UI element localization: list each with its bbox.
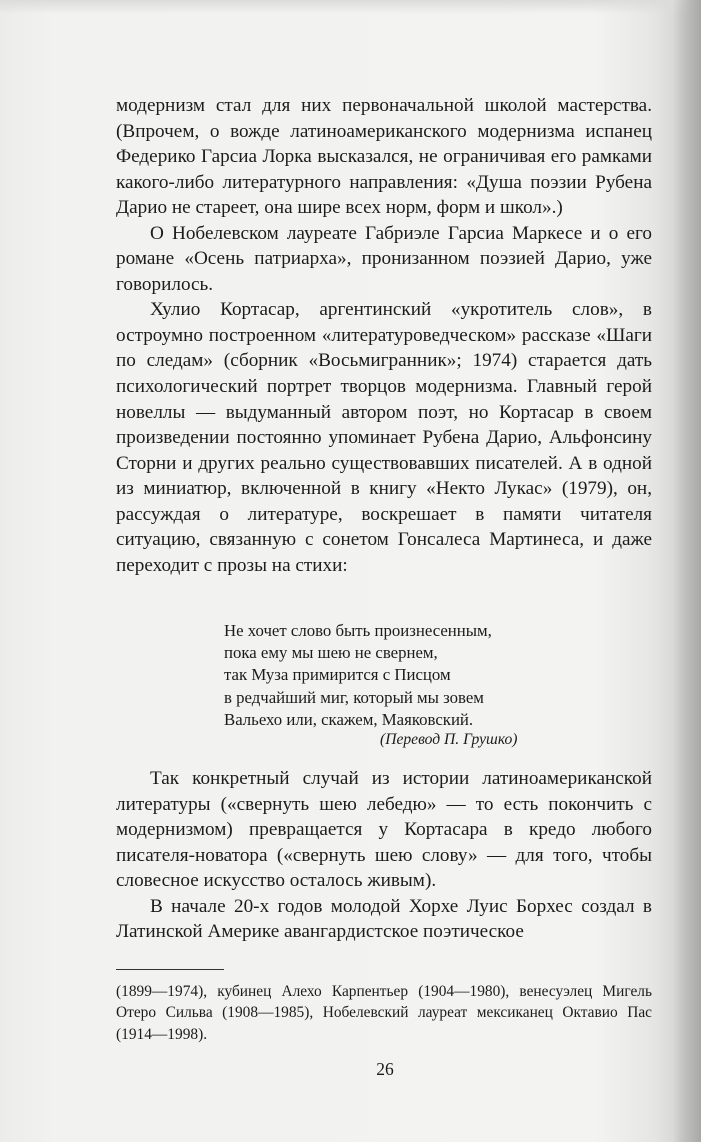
poem-block bbox=[224, 620, 644, 731]
main-text-block bbox=[116, 93, 652, 578]
poem-line-3: так Муза примирится с Писцом bbox=[224, 665, 451, 685]
poem-line-2: пока ему мы шею не свернем, bbox=[224, 643, 438, 663]
paragraph-1: модернизм стал для них первоначальной школой мастерства. (Впрочем, о вожде латиноамериканского модернизма испанец Федерико Гарсиа Лорка высказался, не ограничивая его рамками какого-либо литературного направления: «Душа поэзии Рубена Дарио не стареет, она шире всех норм, форм и школ».) bbox=[116, 95, 652, 219]
footnote bbox=[116, 981, 652, 1045]
paragraph-3: Хулио Кортасар, аргентинский «укротитель слов», в остроумно построенном «литературоведческом» рассказе «Шаги по следам» (сборник «Восьмигранник»; 1974) старается дать психологический портрет творцов модернизма. Главный герой новеллы — выдуманный автором поэт, но Кортасар в своем произведении постоянно упоминает Рубена Дарио, Альфонсину Сторни и других реально существовавших писателей. А в одной из миниатюр, включенной в книгу «Некто Лукас» (1979), он, рассуждая о литературе, воскрешает в памяти читателя ситуацию, связанную с сонетом Гонсалеса Мартинеса, и даже переходит с прозы на стихи: bbox=[116, 299, 652, 576]
footnote-divider bbox=[116, 969, 224, 970]
page-edge-shadow bbox=[673, 0, 701, 1142]
paragraph-4: Так конкретный случай из истории латиноамериканской литературы («свернуть шею лебедю» — то есть покончить с модернизмом) превращается у Кортасара в кредо любого писателя-новатора («свернуть шею слову» — для того, чтобы словесное искусство осталось живым). bbox=[116, 768, 652, 892]
footnote-text: (1899—1974), кубинец Алехо Карпентьер (1904—1980), венесуэлец Мигель Отеро Сильва (1908—1985), Нобелевский лауреат мексиканец Октавио Пас (1914—1998). bbox=[116, 983, 652, 1043]
page-top-shadow bbox=[0, 0, 701, 14]
translator-credit: (Перевод П. Грушко) bbox=[380, 731, 518, 748]
paragraph-2: О Нобелевском лауреате Габриэле Гарсиа Маркесе и о его романе «Осень патриарха», пронизанном поэзией Дарио, уже говорилось. bbox=[116, 222, 652, 295]
main-text-block-continued bbox=[116, 766, 652, 945]
page-number: 26 bbox=[376, 1059, 394, 1079]
poem-line-4: в редчайший миг, который мы зовем bbox=[224, 687, 484, 707]
paragraph-5: В начале 20-х годов молодой Хорхе Луис Борхес создал в Латинской Америке авангардистское поэтическое bbox=[116, 895, 652, 943]
poem-line-5: Вальехо или, скажем, Маяковский. bbox=[224, 709, 474, 729]
poem-line-1: Не хочет слово быть произнесенным, bbox=[224, 621, 492, 640]
